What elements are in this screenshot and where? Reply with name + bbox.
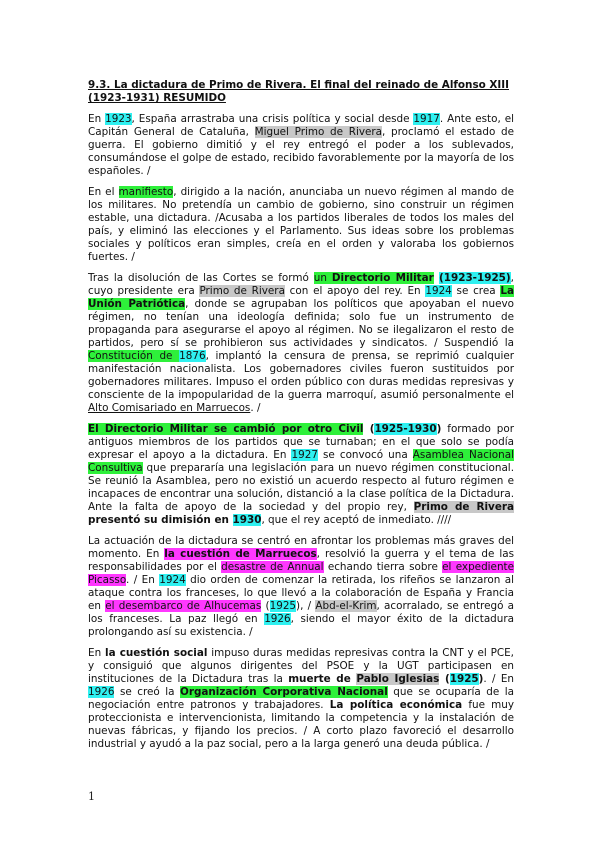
document-body bbox=[88, 113, 514, 751]
highlighted-text: el expediente Picasso bbox=[88, 561, 514, 586]
highlighted-text: 1924 bbox=[425, 285, 452, 297]
page-number: 1 bbox=[88, 790, 95, 803]
text-run: , donde se agrupaban los políticos que apoyaban el nuevo régimen, no tenían una ideología definida; solo fue un instrumento de propaganda para asegurarse el apoyo al régimen. No se ilegalizaron el resto de partidos, pero sí se prohibieron sus actividades y sindicatos. / Suspendió la bbox=[88, 298, 514, 349]
text-run: muerte de bbox=[288, 673, 357, 685]
text-run: se crea bbox=[451, 285, 501, 297]
text-run: ( bbox=[363, 423, 375, 435]
highlighted-text: (1923-1925) bbox=[439, 272, 511, 284]
text-run: . / bbox=[250, 402, 261, 414]
highlighted-text: Constitución de bbox=[88, 350, 180, 362]
text-run: formado por antiguos miembros de los partidos que se turnaban; en el que solo se podía expresar el apoyo a la dictadura. En bbox=[88, 423, 514, 461]
highlighted-text: Directorio Militar bbox=[331, 272, 434, 284]
highlighted-text: 1925 bbox=[449, 673, 479, 685]
highlighted-text: Miguel Primo de Rivera bbox=[254, 126, 383, 138]
text-run: , resolvió la guerra y el tema de las responsabilidades por el bbox=[88, 548, 515, 573]
highlighted-text: 1917 bbox=[413, 113, 440, 125]
text-run: La política económica bbox=[329, 699, 463, 711]
highlighted-text: La Unión Patriótica bbox=[88, 285, 514, 310]
highlighted-text: 1926 bbox=[88, 686, 115, 698]
text-run: . Ante esto, el Capitán General de Cataluña, bbox=[88, 113, 514, 138]
text-run: ), / bbox=[296, 600, 316, 612]
paragraph bbox=[88, 113, 514, 178]
text-run: En bbox=[88, 113, 106, 125]
text-run: fue muy proteccionista e intervencionista, limitando la competencia y la instalación de nuevas fábricas, y fijando los precios. / A corto plazo favoreció el desarrollo industrial y ayudó a la paz social, pero a la larga generó una deuda pública. / bbox=[88, 699, 514, 750]
highlighted-text: Asamblea Nacional Consultiva bbox=[88, 449, 514, 474]
text-run: se convocó una bbox=[317, 449, 413, 461]
highlighted-text: 1925-1930 bbox=[374, 423, 437, 435]
paragraph bbox=[88, 272, 514, 415]
text-run: echando tierra sobre bbox=[323, 561, 443, 573]
highlighted-text: 1926 bbox=[264, 613, 291, 625]
highlighted-text: 1924 bbox=[159, 574, 186, 586]
underlined-text: Alto Comisariado en Marruecos bbox=[88, 402, 251, 414]
text-run: , siendo el mayor éxito de la dictadura prolongando así su existencia. / bbox=[88, 613, 515, 638]
paragraph bbox=[88, 535, 514, 639]
text-run: , España arrastraba una crisis política y social desde bbox=[131, 113, 414, 125]
highlighted-text: 1927 bbox=[291, 449, 318, 461]
highlighted-text: la cuestión de Marruecos bbox=[164, 548, 317, 560]
text-run: En el bbox=[88, 186, 119, 198]
text-run: . / En bbox=[126, 574, 160, 586]
highlighted-text: Abd-el-Krim bbox=[315, 600, 377, 612]
highlighted-text: Organización Corporativa Nacional bbox=[180, 686, 388, 698]
highlighted-text: manifiesto bbox=[118, 186, 174, 198]
document-page bbox=[88, 79, 514, 759]
document-title: 9.3. La dictadura de Primo de Rivera. El final del reinado de Alfonso XIII (1923-1931) RESUMIDO bbox=[88, 79, 509, 104]
text-run: , cuyo presidente era bbox=[88, 272, 514, 297]
paragraph bbox=[88, 647, 514, 751]
text-run: ) bbox=[436, 423, 442, 435]
text-run: , dirigido a la nación, anunciaba un nuevo régimen al mando de los militares. No pretendía un cambio de gobierno, sino construir un régimen estable, una dictadura. /Acusaba a los partidos liberales de todos los males del país, y eliminó las elecciones y el Parlamento. Sus ideas sobre los problemas sociales y políticos eran simples, creía en el orden y valoraba los gobiernos fuertes. / bbox=[88, 186, 514, 263]
text-run: , implantó la censura de prensa, se reprimió cualquier manifestación nacionalista. Los gobernadores civiles fueron sustituidos por gobernadores militares. Impuso el orden público con duras medidas represivas y consciente de la impopularidad de la guerra marroquí, asumió personalmente el bbox=[88, 350, 514, 401]
highlighted-text: Primo de Rivera bbox=[199, 285, 285, 297]
text-run: con el apoyo del rey. En bbox=[284, 285, 426, 297]
highlighted-text: 1930 bbox=[232, 514, 262, 526]
highlighted-text: desastre de Annual bbox=[221, 561, 324, 573]
highlighted-text: 1925 bbox=[269, 600, 297, 612]
highlighted-text: Pablo Iglesias bbox=[356, 673, 440, 685]
text-run: , acorralado, se entregó a los franceses. La paz llegó en bbox=[88, 600, 515, 625]
text-run: En bbox=[88, 647, 106, 659]
text-run: que prepararía una legislación para un nuevo régimen constitucional. Se reunió la Asamblea, pero no existió un acuerdo respecto al futuro régimen e incapaces de encontrar una solución, distanció a la clase política de la Dictadura. Ante la falta de apoyo de la sociedad y del propio rey, bbox=[88, 462, 514, 513]
highlighted-text: Primo de Rivera bbox=[413, 501, 514, 513]
text-run: Tras la disolución de las Cortes se formó bbox=[88, 272, 314, 284]
paragraph bbox=[88, 186, 514, 264]
highlighted-text: 1876 bbox=[179, 350, 206, 362]
text-run: ) bbox=[478, 673, 484, 685]
text-run: presentó su dimisión en bbox=[88, 514, 233, 526]
text-run: ( bbox=[439, 673, 450, 685]
paragraph bbox=[88, 423, 514, 527]
text-run: dio orden de comenzar la retirada, los rifeños se lanzaron al ataque contra los franceses, lo que llevó a la colaboración de España y Francia en bbox=[88, 574, 514, 612]
text-run: . / En bbox=[483, 673, 514, 685]
text-run: ( bbox=[261, 600, 270, 612]
highlighted-text: El Directorio Militar se cambió por otro Civil bbox=[88, 423, 364, 435]
text-run: la cuestión social bbox=[105, 647, 208, 659]
highlighted-text: un bbox=[313, 272, 332, 284]
text-run: se creó la bbox=[114, 686, 180, 698]
text-run: La actuación de la dictadura se centró en afrontar los problemas más graves del momento. En bbox=[88, 535, 514, 560]
text-run: , proclamó el estado de guerra. El gobierno dimitió y el rey entregó el poder a los sublevados, consumándose el golpe de estado, recibido favorablemente por la mayoría de los españoles. / bbox=[88, 126, 514, 177]
text-run: , que el rey aceptó de inmediato. //// bbox=[261, 514, 452, 526]
highlighted-text: 1923 bbox=[105, 113, 132, 125]
text-run: impuso duras medidas represivas contra la CNT y el PCE, y consiguió que algunos dirigentes del PSOE y la UGT participasen en instituciones de la Dictadura tras la bbox=[88, 647, 514, 685]
text-run: que se ocuparía de la negociación entre patronos y trabajadores. bbox=[88, 686, 515, 711]
highlighted-text: el desembarco de Alhucemas bbox=[105, 600, 262, 612]
